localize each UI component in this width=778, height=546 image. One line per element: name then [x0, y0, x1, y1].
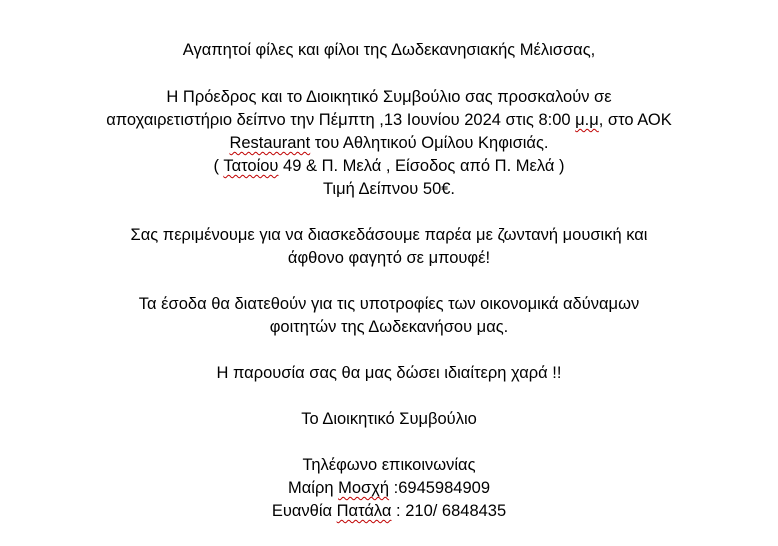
contact-person-2: [0, 501, 778, 521]
restaurant-word: Restaurant: [229, 134, 311, 152]
closing-line: Η παρουσία σας θα μας δώσει ιδιαίτερη χαρά !!: [216, 364, 562, 382]
contact-1-last-name: Μοσχή: [338, 479, 390, 497]
invitation-line-3: [0, 133, 778, 153]
proceeds-line-2: φοιτητών της Δωδεκανήσου μας.: [269, 318, 509, 336]
price-line: Τιμή Δείπνου 50€.: [322, 180, 456, 198]
address-open: (: [213, 157, 224, 175]
greeting-line: Αγαπητοί φίλες και φίλοι της Δωδεκανησιακής Μέλισσας,: [182, 41, 596, 59]
address-line: [0, 156, 778, 176]
expectation-line-2: άφθονο φαγητό σε μπουφέ!: [287, 249, 491, 267]
contact-1-first-name: Μαίρη: [288, 479, 339, 497]
expectation-line-1: Σας περιμένουμε για να διασκεδάσουμε παρέα με ζωντανή μουσική και: [130, 226, 648, 244]
contact-heading: Τηλέφωνο επικοινωνίας: [302, 456, 476, 474]
invitation-line-2: [0, 110, 778, 130]
proceeds-line-1: Τα έσοδα θα διατεθούν για τις υποτροφίες των οικονομικά αδύναμων: [138, 295, 640, 313]
contact-person-1: [0, 478, 778, 498]
invitation-line-2-text: αποχαιρετιστήριο δείπνο την Πέμπτη ,13 Ιουνίου 2024 στις 8:00: [106, 111, 576, 129]
invitation-line-3-text: του Αθλητικού Ομίλου Κηφισιάς.: [310, 134, 549, 152]
contact-2-first-name: Ευανθία: [271, 502, 337, 520]
contact-1-phone: :6945984909: [389, 479, 490, 497]
contact-2-phone: : 210/ 6848435: [391, 502, 507, 520]
invitation-line-2-venue: , στο ΑΟΚ: [598, 111, 672, 129]
signature-line: Το Διοικητικό Συμβούλιο: [301, 410, 477, 428]
time-abbrev: μ.μ: [575, 111, 599, 129]
invitation-line-1: Η Πρόεδρος και το Διοικητικό Συμβούλιο σας προσκαλούν σε: [166, 88, 612, 106]
address-rest: 49 & Π. Μελά , Είσοδος από Π. Μελά ): [278, 157, 565, 175]
street-name: Τατοίου: [223, 157, 279, 175]
contact-2-last-name: Πατάλα: [336, 502, 392, 520]
